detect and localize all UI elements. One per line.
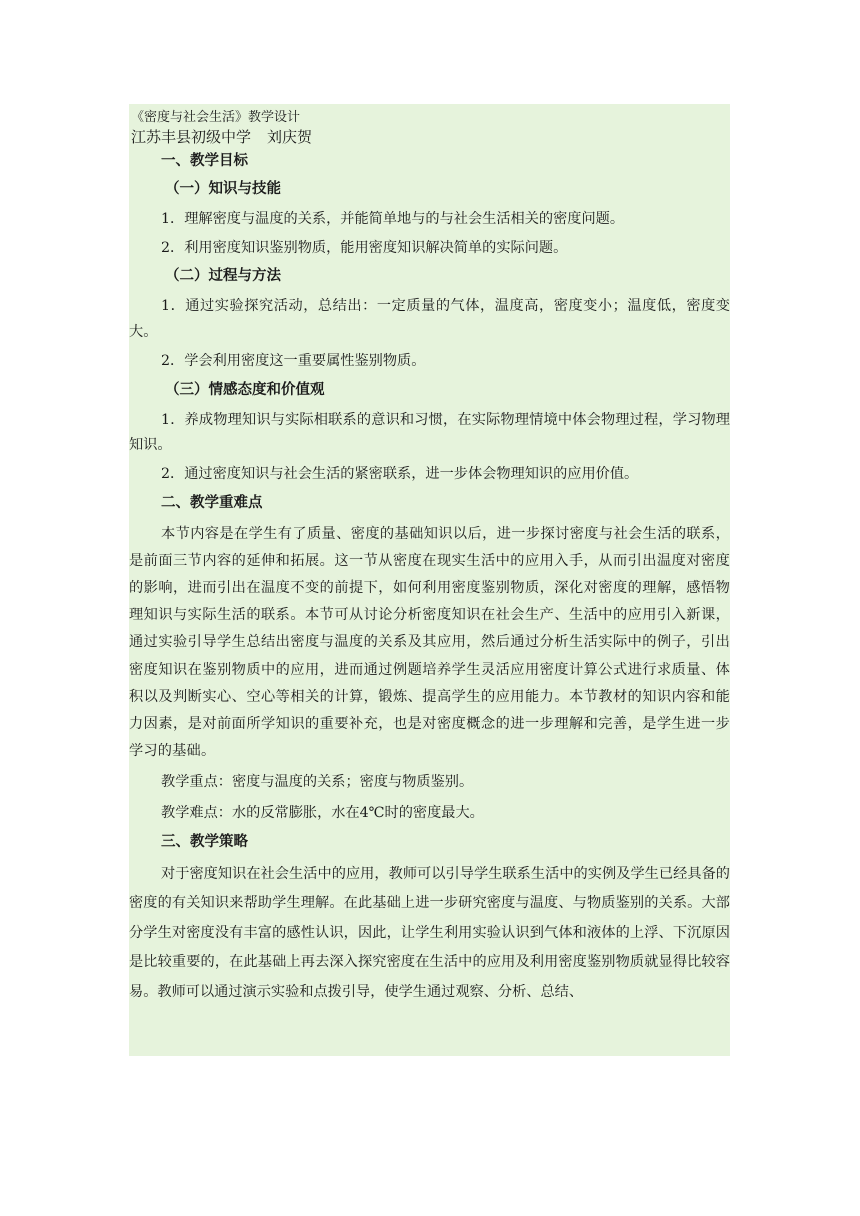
author-name: 刘庆贺: [267, 128, 313, 146]
objective-item: 2．利用密度知识鉴别物质，能用密度知识解决简单的实际问题。: [161, 239, 568, 256]
section-heading-objectives: 一、教学目标: [161, 153, 248, 169]
objective-item: 1．通过实验探究活动，总结出：一定质量的气体，温度高，密度变小；温度低，密度变大。: [129, 298, 730, 341]
subheading-process-methods: （二）过程与方法: [165, 268, 281, 285]
section-heading-strategy: 三、教学策略: [161, 833, 248, 850]
author-school: 江苏丰县初级中学: [131, 128, 252, 146]
objective-item: 1．养成物理知识与实际相联系的意识和习惯，在实际物理情境中体会物理过程，学习物理知识。: [129, 411, 730, 454]
section-paragraph: 对于密度知识在社会生活中的应用，教师可以引导学生联系生活中的实例及学生已经具备的密度的有关知识来帮助学生理解。在此基础上进一步研究密度与温度、与物质鉴别的关系。大部分学生对密度没有丰富的感性认识，因此，让学生利用实验认识到气体和液体的上浮、下沉原因是比较重要的，在此基础上再去深入探究密度在生活中的应用及利用密度鉴别物质就显得比较容易。教师可以通过演示实验和点拨引导，使学生通过观察、分析、总结、: [129, 865, 730, 1000]
section-paragraph: 本节内容是在学生有了质量、密度的基础知识以后，进一步探讨密度与社会生活的联系，是前面三节内容的延伸和拓展。这一节从密度在现实生活中的应用入手，从而引出温度对密度的影响，进而引出在温度不变的前提下，如何利用密度鉴别物质，深化对密度的理解，感悟物理知识与实际生活的联系。本节可从讨论分析密度知识在社会生产、生活中的应用引入新课，通过实验引导学生总结出密度与温度的关系及其应用，然后通过分析生活实际中的例子，引出密度知识在鉴别物质中的应用，进而通过例题培养学生灵活应用密度计算公式进行求质量、体积以及判断实心、空心等相关的计算，锻炼、提高学生的应用能力。本节教材的知识内容和能力因素，是对前面所学知识的重要补充，也是对密度概念的进一步理解和完善，是学生进一步学习的基础。: [129, 525, 730, 760]
objective-item: 2．学会利用密度这一重要属性鉴别物质。: [161, 352, 426, 369]
subheading-knowledge-skills: （一）知识与技能: [165, 181, 281, 197]
section-heading-key-difficult-points: 二、教学重难点: [161, 494, 263, 511]
document-title: 《密度与社会生活》教学设计: [131, 110, 301, 125]
subheading-attitudes-values: （三）情感态度和价值观: [165, 381, 325, 398]
author-line: [131, 127, 730, 147]
objective-item: 1．理解密度与温度的关系，并能简单地与的与社会生活相关的密度问题。: [161, 211, 625, 227]
objective-item: 2．通过密度知识与社会生活的紧密联系，进一步体会物理知识的应用价值。: [161, 465, 639, 482]
difficulty-line: 教学难点：水的反常膨胀，水在4℃时的密度最大。: [161, 805, 484, 822]
document-body: [129, 104, 730, 1056]
key-point-line: 教学重点：密度与温度的关系；密度与物质鉴别。: [161, 774, 474, 791]
